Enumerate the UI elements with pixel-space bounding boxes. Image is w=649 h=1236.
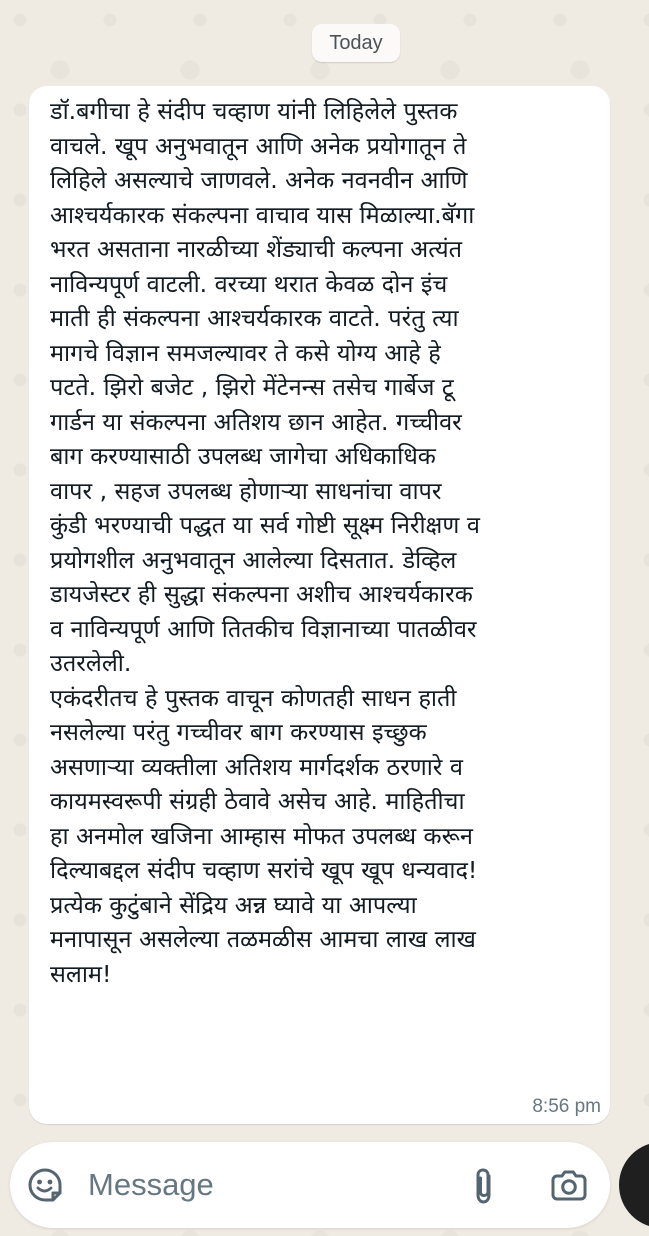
message-time: 8:56 pm (532, 1096, 601, 1117)
date-separator: Today (312, 24, 400, 62)
send-button[interactable] (619, 1142, 649, 1228)
paperclip-icon[interactable] (470, 1166, 498, 1206)
send-button-circle (619, 1142, 649, 1228)
camera-icon[interactable] (550, 1167, 588, 1203)
message-text: डॉ.बगीचा हे संदीप चव्हाण यांनी लिहिलेले पुस्तक वाचले. खूप अनुभवातून आणि अनेक प्रयोगातून ते लिहिले असल्याचे जाणवले. अनेक नवनवीन आणि आश्चर्यकारक संकल्पना वाचाव यास मिळाल्या.बॅगा भरत असताना नारळीच्या शेंड्याची कल्पना अत्यंत नाविन्यपूर्ण वाटली. वरच्या थरात केवळ दोन इंच माती ही संकल्पना आश्चर्यकारक वाटते. परंतु त्या मागचे विज्ञान समजल्यावर ते कसे योग्य आहे हे पटते. झिरो बजेट , झिरो मेंटेनन्स तसेच गार्बेज टू गार्डन या संकल्पना अतिशय छान आहेत. गच्चीवर बाग करण्यासाठी उपलब्ध जागेचा अधिकाधिक वापर , सहज उपलब्ध होणाऱ्या साधनांचा वापर कुंडी भरण्याची पद्धत या सर्व गोष्टी सूक्ष्म निरीक्षण व प्रयोगशील अनुभवातून आलेल्या दिसतात. डेव्हिल डायजेस्टर ही सुद्धा संकल्पना अशीच आश्चर्यकारक व नाविन्यपूर्ण आणि तितकीच विज्ञानाच्या पातळीवर उतरलेली. एकंदरीतच हे पुस्तक वाचून कोणतही साधन हाती नसलेल्या परंतु गच्चीवर बाग करण्यास इच्छुक असणाऱ्या व्यक्तीला अतिशय मार्गदर्शक ठरणारे व कायमस्वरूपी संग्रही ठेवावे असेच आहे. माहितीचा हा अनमोल खजिना आम्हास मोफत उपलब्ध करून दिल्याबद्दल संदीप चव्हाण सरांचे खूप खूप धन्यवाद! प्रत्येक कुटुंबाने सेंद्रिय अन्न घ्यावे या आपल्या मनापासून असलेल्या तळमळीस आमचा लाख लाख सलाम! (50, 97, 480, 988)
message-composer (10, 1142, 610, 1228)
message-input[interactable] (88, 1158, 418, 1212)
emoji-sticker-icon[interactable] (27, 1167, 63, 1203)
